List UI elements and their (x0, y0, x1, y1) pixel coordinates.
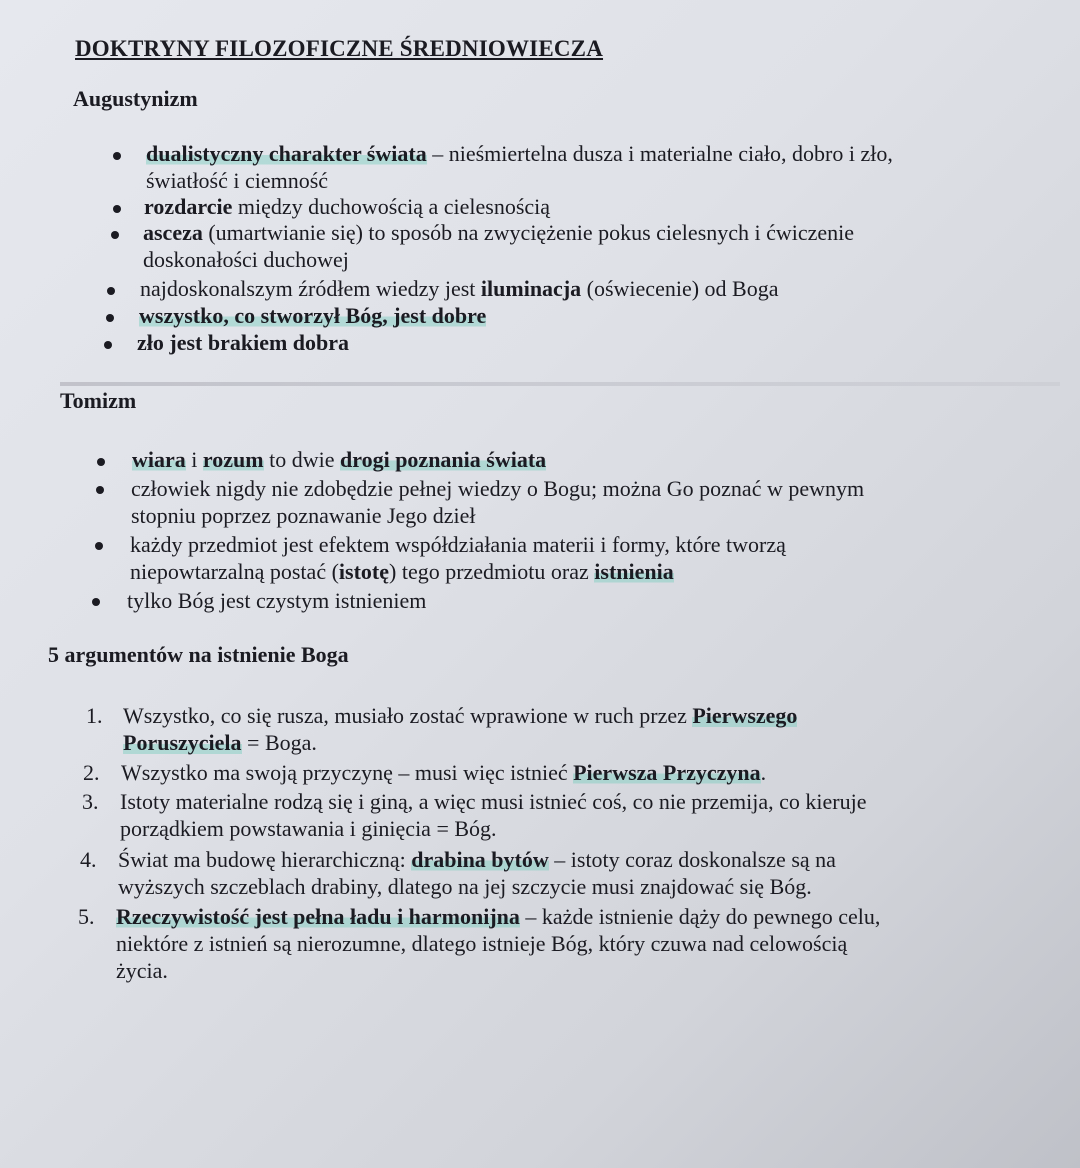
bullet-icon (97, 458, 105, 466)
bullet-icon (107, 287, 115, 295)
item-number: 3. (82, 789, 99, 814)
item-number: 4. (80, 847, 97, 872)
document-title: DOKTRYNY FILOZOFICZNE ŚREDNIOWIECZA (75, 36, 604, 61)
bullet-icon (95, 542, 103, 550)
bullet-icon (106, 314, 114, 322)
item-number: 2. (83, 760, 100, 785)
item-number: 1. (86, 703, 103, 728)
item-number: 5. (78, 904, 95, 929)
section-heading-augustynizm: Augustynizm (73, 86, 198, 111)
bullet-icon (92, 598, 100, 606)
section-heading-argumenty: 5 argumentów na istnienie Boga (48, 642, 349, 667)
document-page: DOKTRYNY FILOZOFICZNE ŚREDNIOWIECZA Augustynizm dualistyczny charakter świata – nieśmiertelna dusza i materialne ciało, dobro i zło, światłość i ciemność rozdarcie między duchowością a cielesnością asceza (umartwianie się) to sposób na zwyciężenie pokus cielesnych i ćwiczenie doskonałości duchowej najdoskonalszym źródłem wiedzy jest iluminacja (oświecenie) od Boga wszystko, co stworzył Bóg, jest dobre zło jest brakiem dobra Tomizm wiara i rozum to dwie drogi poznania świata człowiek nigdy nie zdobędzie pełnej wiedzy o Bogu; można Go poznać w pewnym stopniu poprzez poznawanie Jego dzieł każdy przedmiot jest efektem współdziałania materii i formy, które tworzą niepowtarzalną postać (istotę) tego przedmiotu oraz istnienia tylko Bóg jest czystym istnieniem 5 argumentów na istnienie Boga 1. Wszystko, co się rusza, musiało zostać wprawione w ruch przez Pierwszego Poruszyciela = Boga. 2. Wszystko ma swoją przyczynę – musi więc istnieć Pierwsza Przyczyna. 3. Istoty materialne rodzą się i giną, a więc musi istnieć coś, co nie przemija, co kieruje porządkiem powstawania i ginięcia = Bóg. 4. Świat ma budowę hierarchiczną: drabina bytów – istoty coraz doskonalsze są na wyższych szczeblach drabiny, dlatego na jej szczycie musi znajdować się Bóg. 5. Rzeczywistość jest pełna ładu i harmonijna – każde istnienie dąży do pewnego celu, niektóre z istnień są nierozumne, dlatego istnieje Bóg, który czuwa nad celowością życia. (0, 0, 1080, 1168)
bullet-icon (111, 231, 119, 239)
bullet-icon (113, 152, 121, 160)
bullet-icon (113, 205, 121, 213)
bullet-icon (96, 486, 104, 494)
bullet-icon (104, 341, 112, 349)
section-heading-tomizm: Tomizm (60, 388, 137, 413)
divider (60, 382, 1060, 386)
